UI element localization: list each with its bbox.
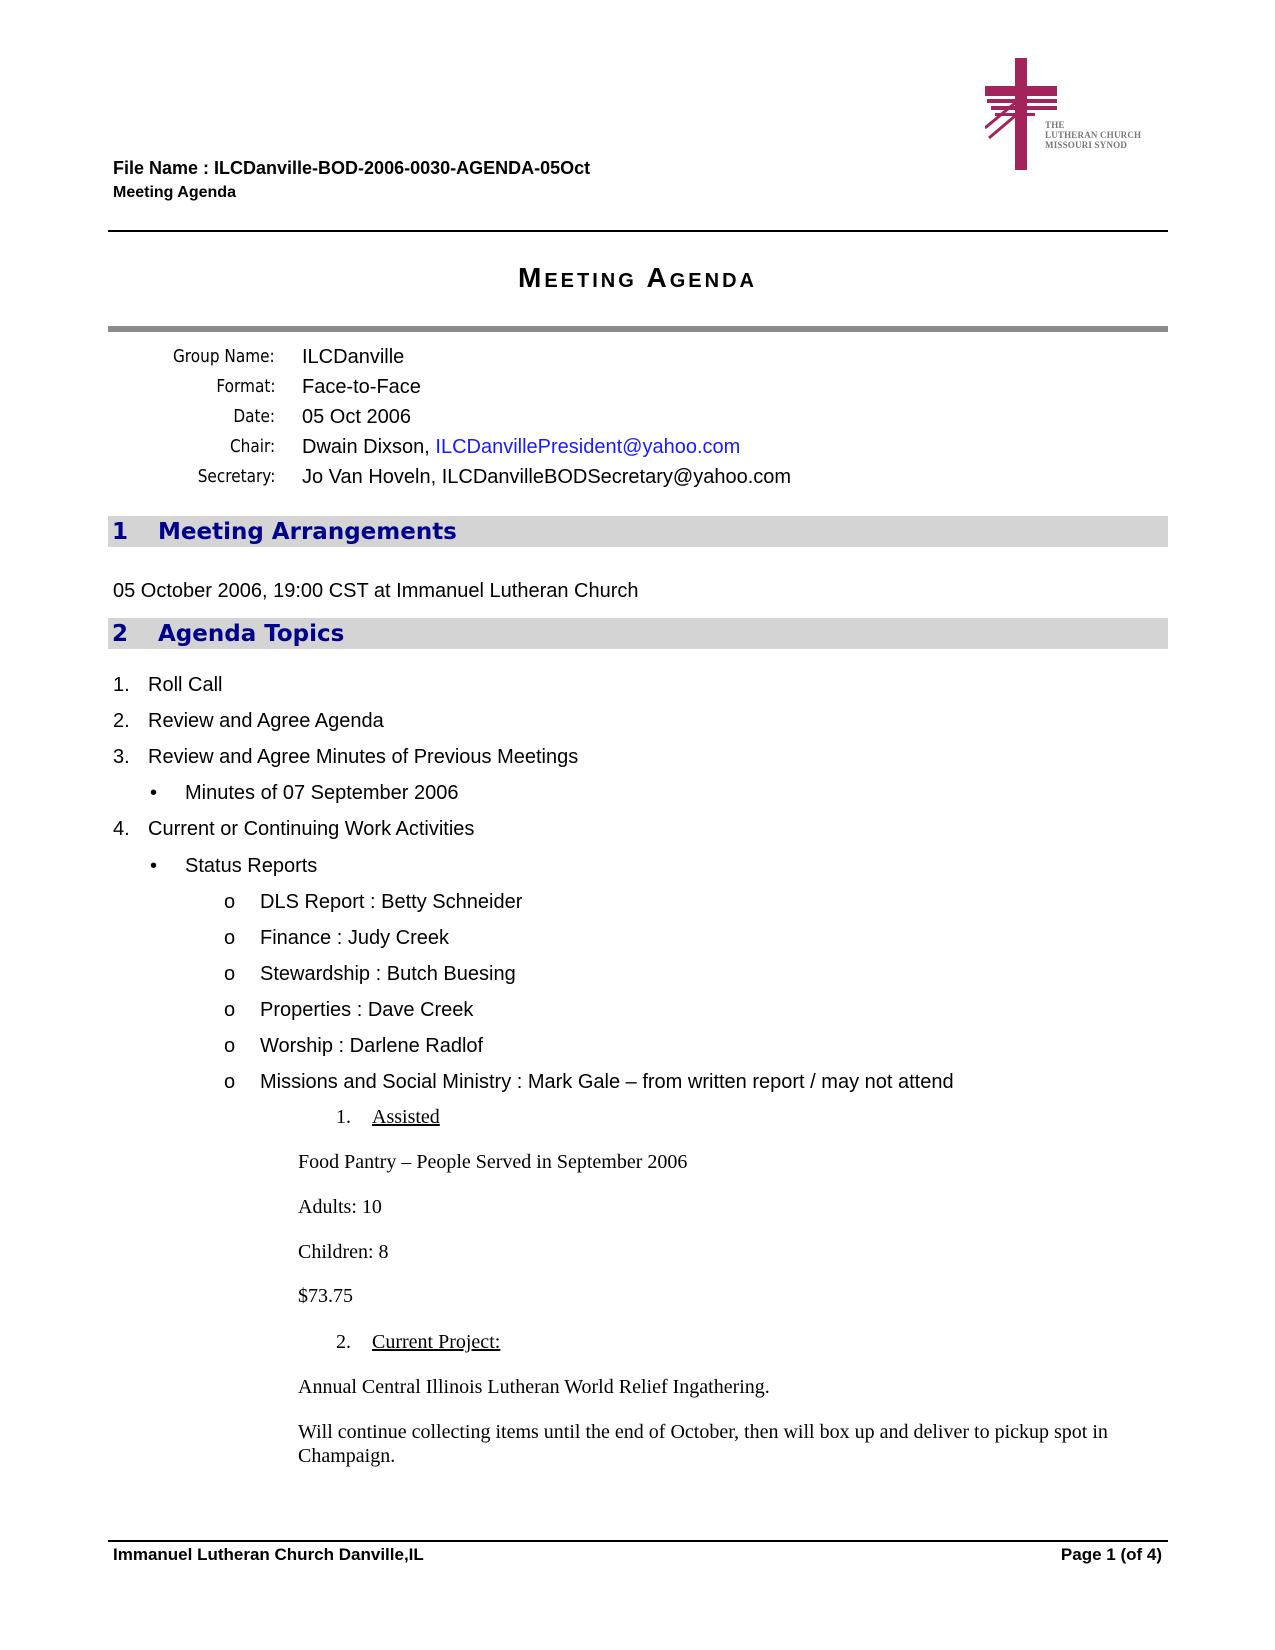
- chair-email-link[interactable]: ILCDanvillePresident@yahoo.com: [435, 436, 741, 458]
- bullet: •: [150, 855, 158, 877]
- agenda-subitem: Status Reports: [185, 855, 318, 877]
- section-heading-arrangements: [108, 516, 1168, 547]
- footer-page-number: Page 1 (of 4): [1060, 1545, 1162, 1564]
- logo-text: THE LUTHERAN CHURCH MISSOURI SYNOD: [1045, 120, 1142, 150]
- report-item: Missions and Social Ministry : Mark Gale – from written report / may not attend: [260, 1071, 954, 1093]
- info-value: Jo Van Hoveln, ILCDanvilleBODSecretary@yahoo.com: [302, 466, 792, 488]
- missions-text: Children: 8: [298, 1241, 389, 1263]
- info-value: ILCDanville: [302, 346, 405, 368]
- file-name: File Name : ILCDanville-BOD-2006-0030-AGENDA-05Oct: [113, 158, 591, 178]
- footer-church: Immanuel Lutheran Church Danville,IL: [113, 1545, 424, 1564]
- missions-text: Champaign.: [298, 1445, 396, 1467]
- report-item: Worship : Darlene Radlof: [260, 1035, 484, 1057]
- info-row-date: [108, 406, 1008, 436]
- section-number: 1: [112, 519, 129, 545]
- info-label: Date:: [233, 406, 275, 427]
- sub-bullet: o: [224, 927, 236, 949]
- list-number: 1.: [113, 674, 130, 696]
- arrangements-text: 05 October 2006, 19:00 CST at Immanuel Lutheran Church: [113, 580, 639, 602]
- report-item: Finance : Judy Creek: [260, 927, 449, 949]
- agenda-item: Current or Continuing Work Activities: [148, 818, 475, 840]
- missions-text: Adults: 10: [298, 1196, 382, 1218]
- sub-bullet: o: [224, 1035, 236, 1057]
- info-value: Face-to-Face: [302, 376, 421, 398]
- report-item: Properties : Dave Creek: [260, 999, 474, 1021]
- missions-text: Food Pantry – People Served in September 2006: [298, 1151, 688, 1173]
- info-label: Format:: [215, 376, 275, 397]
- title-rule: [108, 326, 1168, 332]
- sub-bullet: o: [224, 999, 236, 1021]
- sub-bullet: o: [224, 891, 236, 913]
- list-number: 2.: [113, 710, 130, 732]
- church-logo: [985, 58, 1165, 178]
- missions-text: Annual Central Illinois Lutheran World Relief Ingathering.: [298, 1376, 770, 1398]
- info-label: Group Name:: [173, 346, 275, 367]
- section-title: Meeting Arrangements: [158, 519, 457, 545]
- missions-text: $73.75: [298, 1285, 353, 1307]
- list-number: 4.: [113, 818, 130, 840]
- agenda-item: Review and Agree Agenda: [148, 710, 384, 732]
- footer-rule: [108, 1540, 1168, 1542]
- agenda-item: Review and Agree Minutes of Previous Meetings: [148, 746, 579, 768]
- info-row-format: [108, 376, 1008, 406]
- report-item: Stewardship : Butch Buesing: [260, 963, 516, 985]
- report-item: DLS Report : Betty Schneider: [260, 891, 523, 913]
- chair-name: Dwain Dixson,: [302, 436, 430, 458]
- list-number: 2.: [336, 1331, 351, 1353]
- list-number: 1.: [336, 1106, 351, 1128]
- top-rule: [108, 230, 1168, 232]
- sub-bullet: o: [224, 963, 236, 985]
- info-label: Chair:: [229, 436, 275, 457]
- agenda-item: Roll Call: [148, 674, 223, 696]
- cross-logo-icon: [985, 58, 1165, 178]
- page-title: Meeting Agenda: [518, 262, 757, 293]
- section-title: Agenda Topics: [158, 621, 345, 647]
- section-heading-agenda: [108, 618, 1168, 649]
- info-row-chair: [108, 436, 1008, 466]
- missions-subheading: Current Project:: [372, 1331, 501, 1353]
- bullet: •: [150, 782, 158, 804]
- info-value: 05 Oct 2006: [302, 406, 411, 428]
- info-row-secretary: [108, 466, 1008, 496]
- section-number: 2: [112, 621, 129, 647]
- info-value: [302, 436, 740, 459]
- info-label: Secretary:: [197, 466, 275, 487]
- sub-bullet: o: [224, 1071, 236, 1093]
- header-subtitle: Meeting Agenda: [113, 184, 236, 201]
- missions-text: Will continue collecting items until the end of October, then will box up and deliver to pickup spot in: [298, 1421, 1108, 1443]
- missions-subheading: Assisted: [372, 1106, 440, 1128]
- info-row-group: [108, 346, 1008, 376]
- agenda-subitem: Minutes of 07 September 2006: [185, 782, 459, 804]
- list-number: 3.: [113, 746, 130, 768]
